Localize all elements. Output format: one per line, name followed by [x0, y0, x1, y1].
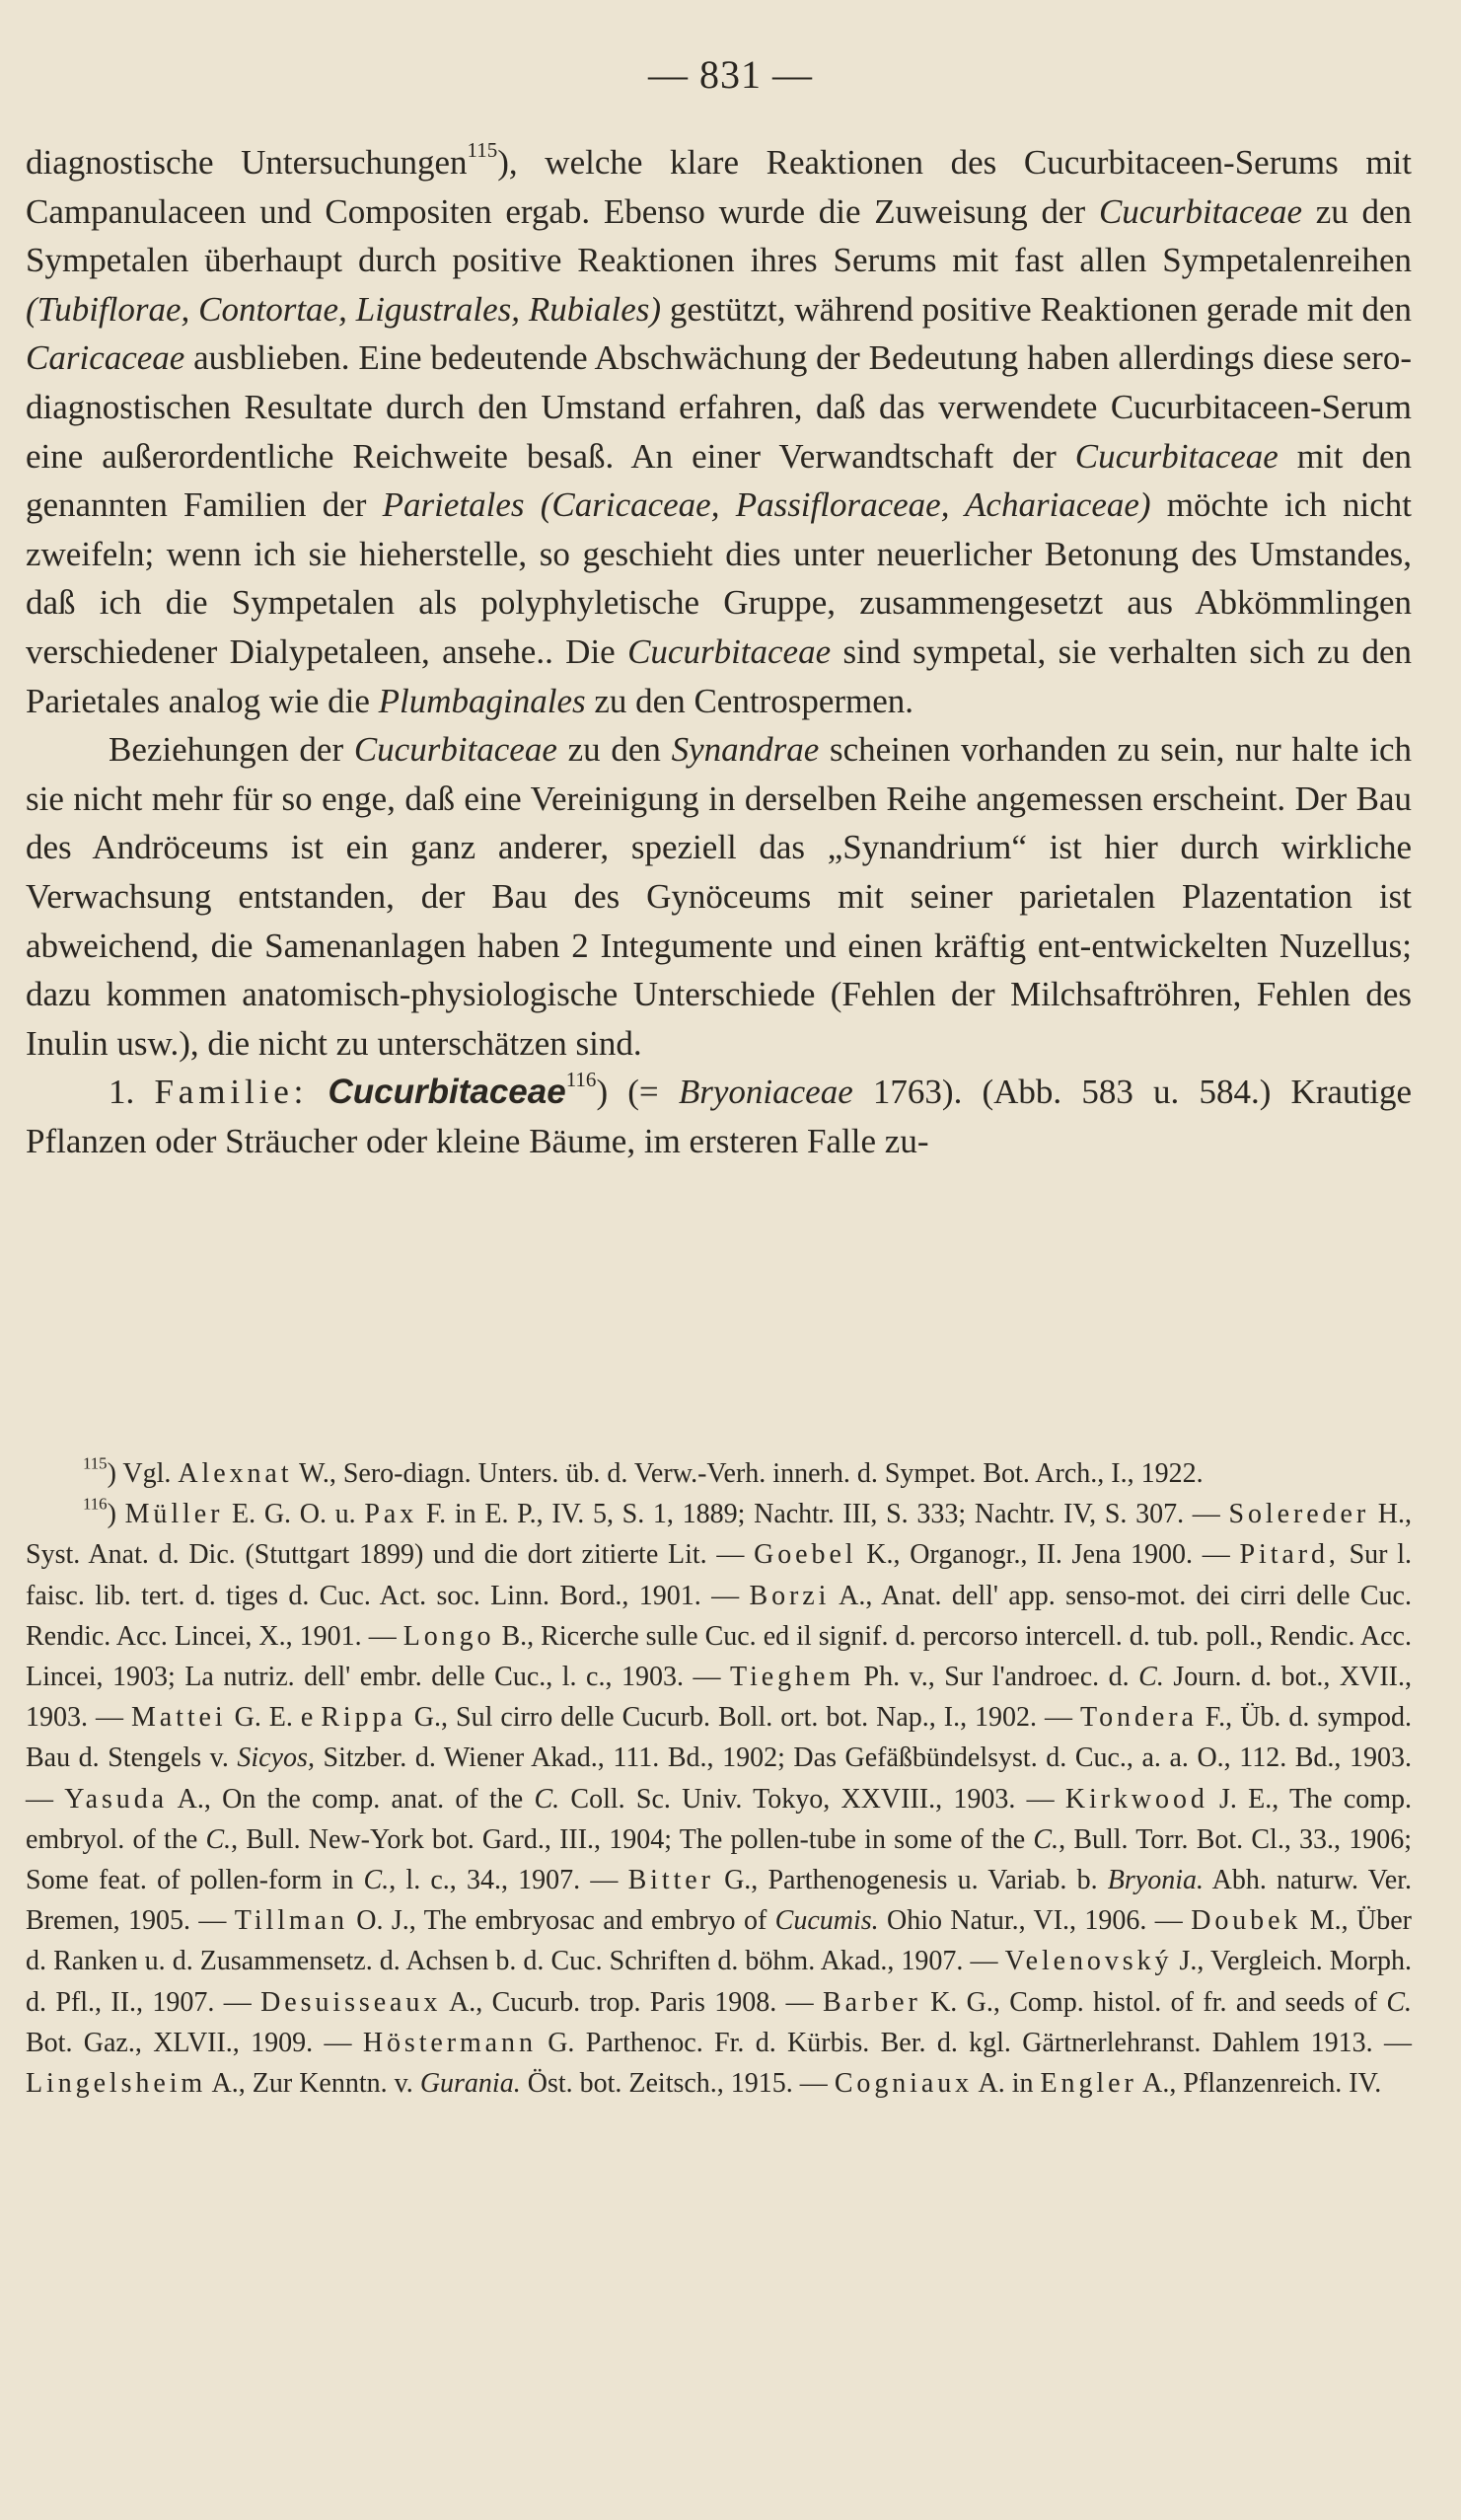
text-run: A., Pflanzenreich. IV.	[1136, 2068, 1382, 2100]
page-number: — 831 —	[648, 52, 813, 97]
spaced-name: Müller	[124, 1499, 224, 1530]
text-run: Sitzber. d. Wiener Akad., 111. Bd., 1902; Das Gefäßbündelsyst. d. Cuc., a. a. O., 112. Bd., 1903. —	[26, 1742, 1412, 1815]
italic-term: Sicyos,	[237, 1742, 315, 1774]
spaced-name: Familie:	[154, 1073, 309, 1112]
spaced-name: Pax	[364, 1499, 418, 1530]
text-run: Journ. d. bot., XVII., 1903. —	[26, 1662, 1412, 1734]
text-run: möchte ich nicht zweifeln; wenn ich sie hieherstelle, so geschieht dies unter neuerlicher Betonung des Umstandes, daß ich die Sympetalen als polyphyletische Gruppe, zusammengesetzt aus Abkömmlingen verschiedener Dialypetaleen, ansehe.. Die	[26, 485, 1413, 671]
italic-term: Cucurbitaceae	[353, 730, 557, 770]
paragraph	[26, 725, 1412, 1068]
spaced-name: Doubek	[1191, 1905, 1302, 1937]
text-run: ), welche klare Reaktionen des Cucurbitaceen-Serums mit Campanulaceen und Compositen ergab. Ebenso wurde die Zuweisung der	[26, 143, 1412, 231]
spaced-name: Yasuda	[64, 1783, 168, 1815]
text-run: sind sympetal, sie verhalten sich zu den Parietales analog wie die	[26, 631, 1413, 720]
spaced-name: Longo	[402, 1620, 495, 1652]
italic-term: Caricaceae	[26, 338, 185, 378]
text-run: K., Organogr., II. Jena 1900. —	[856, 1539, 1240, 1571]
text-run: A., Anat. dell' app. senso-mot. dei cirri delle Cuc. Rendic. Acc. Lincei, X., 1901. —	[26, 1580, 1412, 1652]
italic-term: Synandrae	[671, 730, 820, 770]
text-run: A., Zur Kenntn. v.	[206, 2068, 420, 2100]
text-run: A. in	[973, 2068, 1041, 2100]
text-run: E. G. O. u.	[223, 1499, 365, 1530]
text-run: mit den genannten Familien der	[26, 436, 1412, 525]
italic-term: Cucurbitaceae	[1098, 191, 1302, 231]
text-run: zu den	[556, 730, 672, 770]
text-run: O. J., The embryosac and embryo of	[347, 1905, 775, 1937]
text-run: Ohio Natur., VI., 1906. —	[878, 1905, 1192, 1937]
family-heading-paragraph	[26, 1068, 1412, 1165]
footnote-ref: 115	[83, 1453, 108, 1473]
text-run: F. in E. P., IV. 5, S. 1, 1889; Nachtr. III, S. 333; Nachtr. IV, S. 307. —	[417, 1499, 1229, 1530]
italic-term: Cucurbitaceae	[1074, 436, 1278, 476]
text-run: ) (=	[596, 1073, 679, 1112]
footnotes	[26, 1453, 1412, 2104]
text-run: , Bull. New-York bot. Gard., III., 1904; The pollen-tube in some of the	[231, 1823, 1034, 1855]
text-run: zu den Sympetalen überhaupt durch positive Reaktionen ihres Serums mit fast allen Sympetalenreihen	[26, 191, 1412, 280]
spaced-name: Pitard,	[1239, 1539, 1340, 1571]
text-run: G., Sul cirro delle Cucurb. Boll. ort. bot. Nap., I., 1902. —	[405, 1702, 1081, 1734]
paragraph	[26, 138, 1412, 725]
text-run: G., Parthenogenesis u. Variab. b.	[713, 1865, 1108, 1896]
italic-term: Gurania.	[419, 2068, 521, 2100]
italic-term: C.	[1033, 1823, 1059, 1855]
text-run: G. E. e	[226, 1702, 322, 1734]
text-run: diagnostische Untersuchungen	[26, 143, 468, 182]
italic-term: C.	[205, 1823, 232, 1855]
text-run: scheinen vorhanden zu sein, nur halte ich sie nicht mehr für so enge, daß eine Vereinigung in derselben Reihe angemessen erscheint. Der Bau des Andröceums ist ein ganz anderer, speziell das „Synandrium“ ist hier durch wirkliche Verwachsung entstanden, der Bau des Gynöceums mit seiner parietalen Plazentation ist abweichend, die Samenanlagen haben 2 Integumente und einen kräftig ent-entwickelten Nuzellus; dazu kommen anatomisch-physiologische Unterschiede (Fehlen der Milchsaftröhren, Fehlen des Inulin usw.), die nicht zu unterschätzen sind.	[26, 730, 1412, 1063]
text-run: F., Üb. d. sympod. Bau d. Stengels v.	[26, 1702, 1412, 1774]
text-run: Bot. Gaz., XLVII., 1909. —	[26, 2027, 363, 2058]
spaced-name: Engler	[1040, 2068, 1137, 2100]
text-run	[308, 1073, 328, 1111]
footnote-ref: 115	[467, 138, 498, 163]
spaced-name: Cogniaux	[834, 2068, 974, 2100]
italic-term: C.	[1386, 1986, 1413, 2018]
spaced-name: Rippa	[321, 1702, 406, 1734]
spaced-name: Mattei	[130, 1702, 227, 1734]
text-run: ausblieben. Eine bedeutende Abschwächung der Bedeutung haben allerdings diese sero-diagnostischen Resultate durch den Umstand erfahren, daß das verwendete Cucurbitaceen-Serum eine außerordentliche Reichweite besaß. An einer Verwandtschaft der	[26, 338, 1412, 476]
italic-term: Plumbaginales	[378, 681, 586, 720]
text-run: J. E., The comp. embryol. of the	[26, 1783, 1413, 1855]
text-run: H., Syst. Anat. d. Dic. (Stuttgart 1899) und die dort zitierte Lit. —	[26, 1499, 1412, 1571]
text-run: 1763). (Abb. 583 u. 584.) Krautige Pflanzen oder Sträucher oder kleine Bäume, im ersteren Falle zu-	[26, 1073, 1413, 1160]
spaced-name: Goebel	[754, 1539, 857, 1571]
footnote-115	[26, 1453, 1412, 1494]
italic-term: Bryoniaceae	[678, 1073, 853, 1112]
text-run: B., Ricerche sulle Cuc. ed il signif. d. percorso intercell. d. tub. poll., Rendic. Acc. Lincei, 1903; La nutriz. dell' embr. delle Cuc., l. c., 1903. —	[26, 1620, 1412, 1693]
italic-term: Cucurbitaceae	[627, 631, 832, 671]
text-run: )	[107, 1499, 125, 1530]
text-run: Abh. naturw. Ver. Bremen, 1905. —	[26, 1865, 1412, 1937]
italic-term: C.	[1138, 1662, 1164, 1693]
italic-term: C.	[534, 1783, 560, 1815]
footnote-ref: 116	[83, 1494, 108, 1514]
footnote-ref: 116	[565, 1068, 597, 1092]
text-run: M., Über d. Ranken u. d. Zusammensetz. d. Achsen b. d. Cuc. Schriften d. böhm. Akad., 1907. —	[26, 1905, 1412, 1977]
spaced-name: Alexnat	[178, 1458, 293, 1489]
text-run: Beziehungen der	[109, 730, 354, 770]
italic-term: Parietales (Caricaceae, Passifloraceae, Achariaceae)	[382, 485, 1151, 525]
text-run: J., Vergleich. Morph. d. Pfl., II., 1907. —	[26, 1946, 1413, 2018]
text-run: zu den Centrospermen.	[585, 681, 914, 720]
spaced-name: Barber	[823, 1986, 921, 2018]
italic-term: C.	[363, 1865, 390, 1896]
spaced-name: Tieghem	[730, 1662, 855, 1693]
spaced-name: Höstermann	[362, 2027, 537, 2058]
spaced-name: Borzi	[749, 1580, 831, 1611]
text-run: K. G., Comp. histol. of fr. and seeds of	[920, 1986, 1387, 2018]
text-run: A., On the comp. anat. of the	[167, 1783, 535, 1815]
text-run: Coll. Sc. Univ. Tokyo, XXVIII., 1903. —	[559, 1783, 1065, 1815]
footnote-116	[26, 1494, 1412, 2104]
text-run: W., Sero-diagn. Unters. üb. d. Verw.-Verh. innerh. d. Sympet. Bot. Arch., I., 1922.	[292, 1458, 1204, 1489]
text-run: Ph. v., Sur l'androec. d.	[854, 1662, 1139, 1693]
family-name: Cucurbitaceae	[328, 1073, 566, 1112]
spaced-name: Kirkwood	[1064, 1783, 1208, 1815]
text-run: , Bull. Torr. Bot. Cl., 33., 1906; Some feat. of pollen-form in	[26, 1823, 1412, 1896]
spaced-name: Bitter	[627, 1865, 714, 1896]
text-run: 1.	[109, 1073, 155, 1112]
italic-term: (Tubiflorae, Contortae, Ligustrales, Rubiales)	[26, 289, 662, 329]
spaced-name: Velenovský	[1004, 1946, 1173, 1977]
spaced-name: Solereder	[1228, 1499, 1370, 1530]
spaced-name: Lingelsheim	[26, 2068, 207, 2100]
spaced-name: Tillman	[234, 1905, 348, 1937]
italic-term: Cucumis.	[774, 1905, 879, 1937]
text-run: A., Cucurb. trop. Paris 1908. —	[441, 1986, 824, 2018]
text-run: G. Parthenoc. Fr. d. Kürbis. Ber. d. kgl. Gärtnerlehranst. Dahlem 1913. —	[536, 2027, 1413, 2058]
text-run: gestützt, während positive Reaktionen gerade mit den	[661, 289, 1412, 329]
main-text	[26, 138, 1412, 1165]
spaced-name: Desuisseaux	[260, 1986, 442, 2018]
text-run: Öst. bot. Zeitsch., 1915. —	[520, 2068, 835, 2100]
text-run: ) Vgl.	[107, 1458, 179, 1489]
italic-term: Bryonia.	[1107, 1865, 1204, 1896]
text-run: , l. c., 34., 1907. —	[389, 1865, 628, 1896]
spaced-name: Tondera	[1080, 1702, 1198, 1734]
text-run: Sur l. faisc. lib. tert. d. tiges d. Cuc. Act. soc. Linn. Bord., 1901. —	[26, 1539, 1412, 1611]
